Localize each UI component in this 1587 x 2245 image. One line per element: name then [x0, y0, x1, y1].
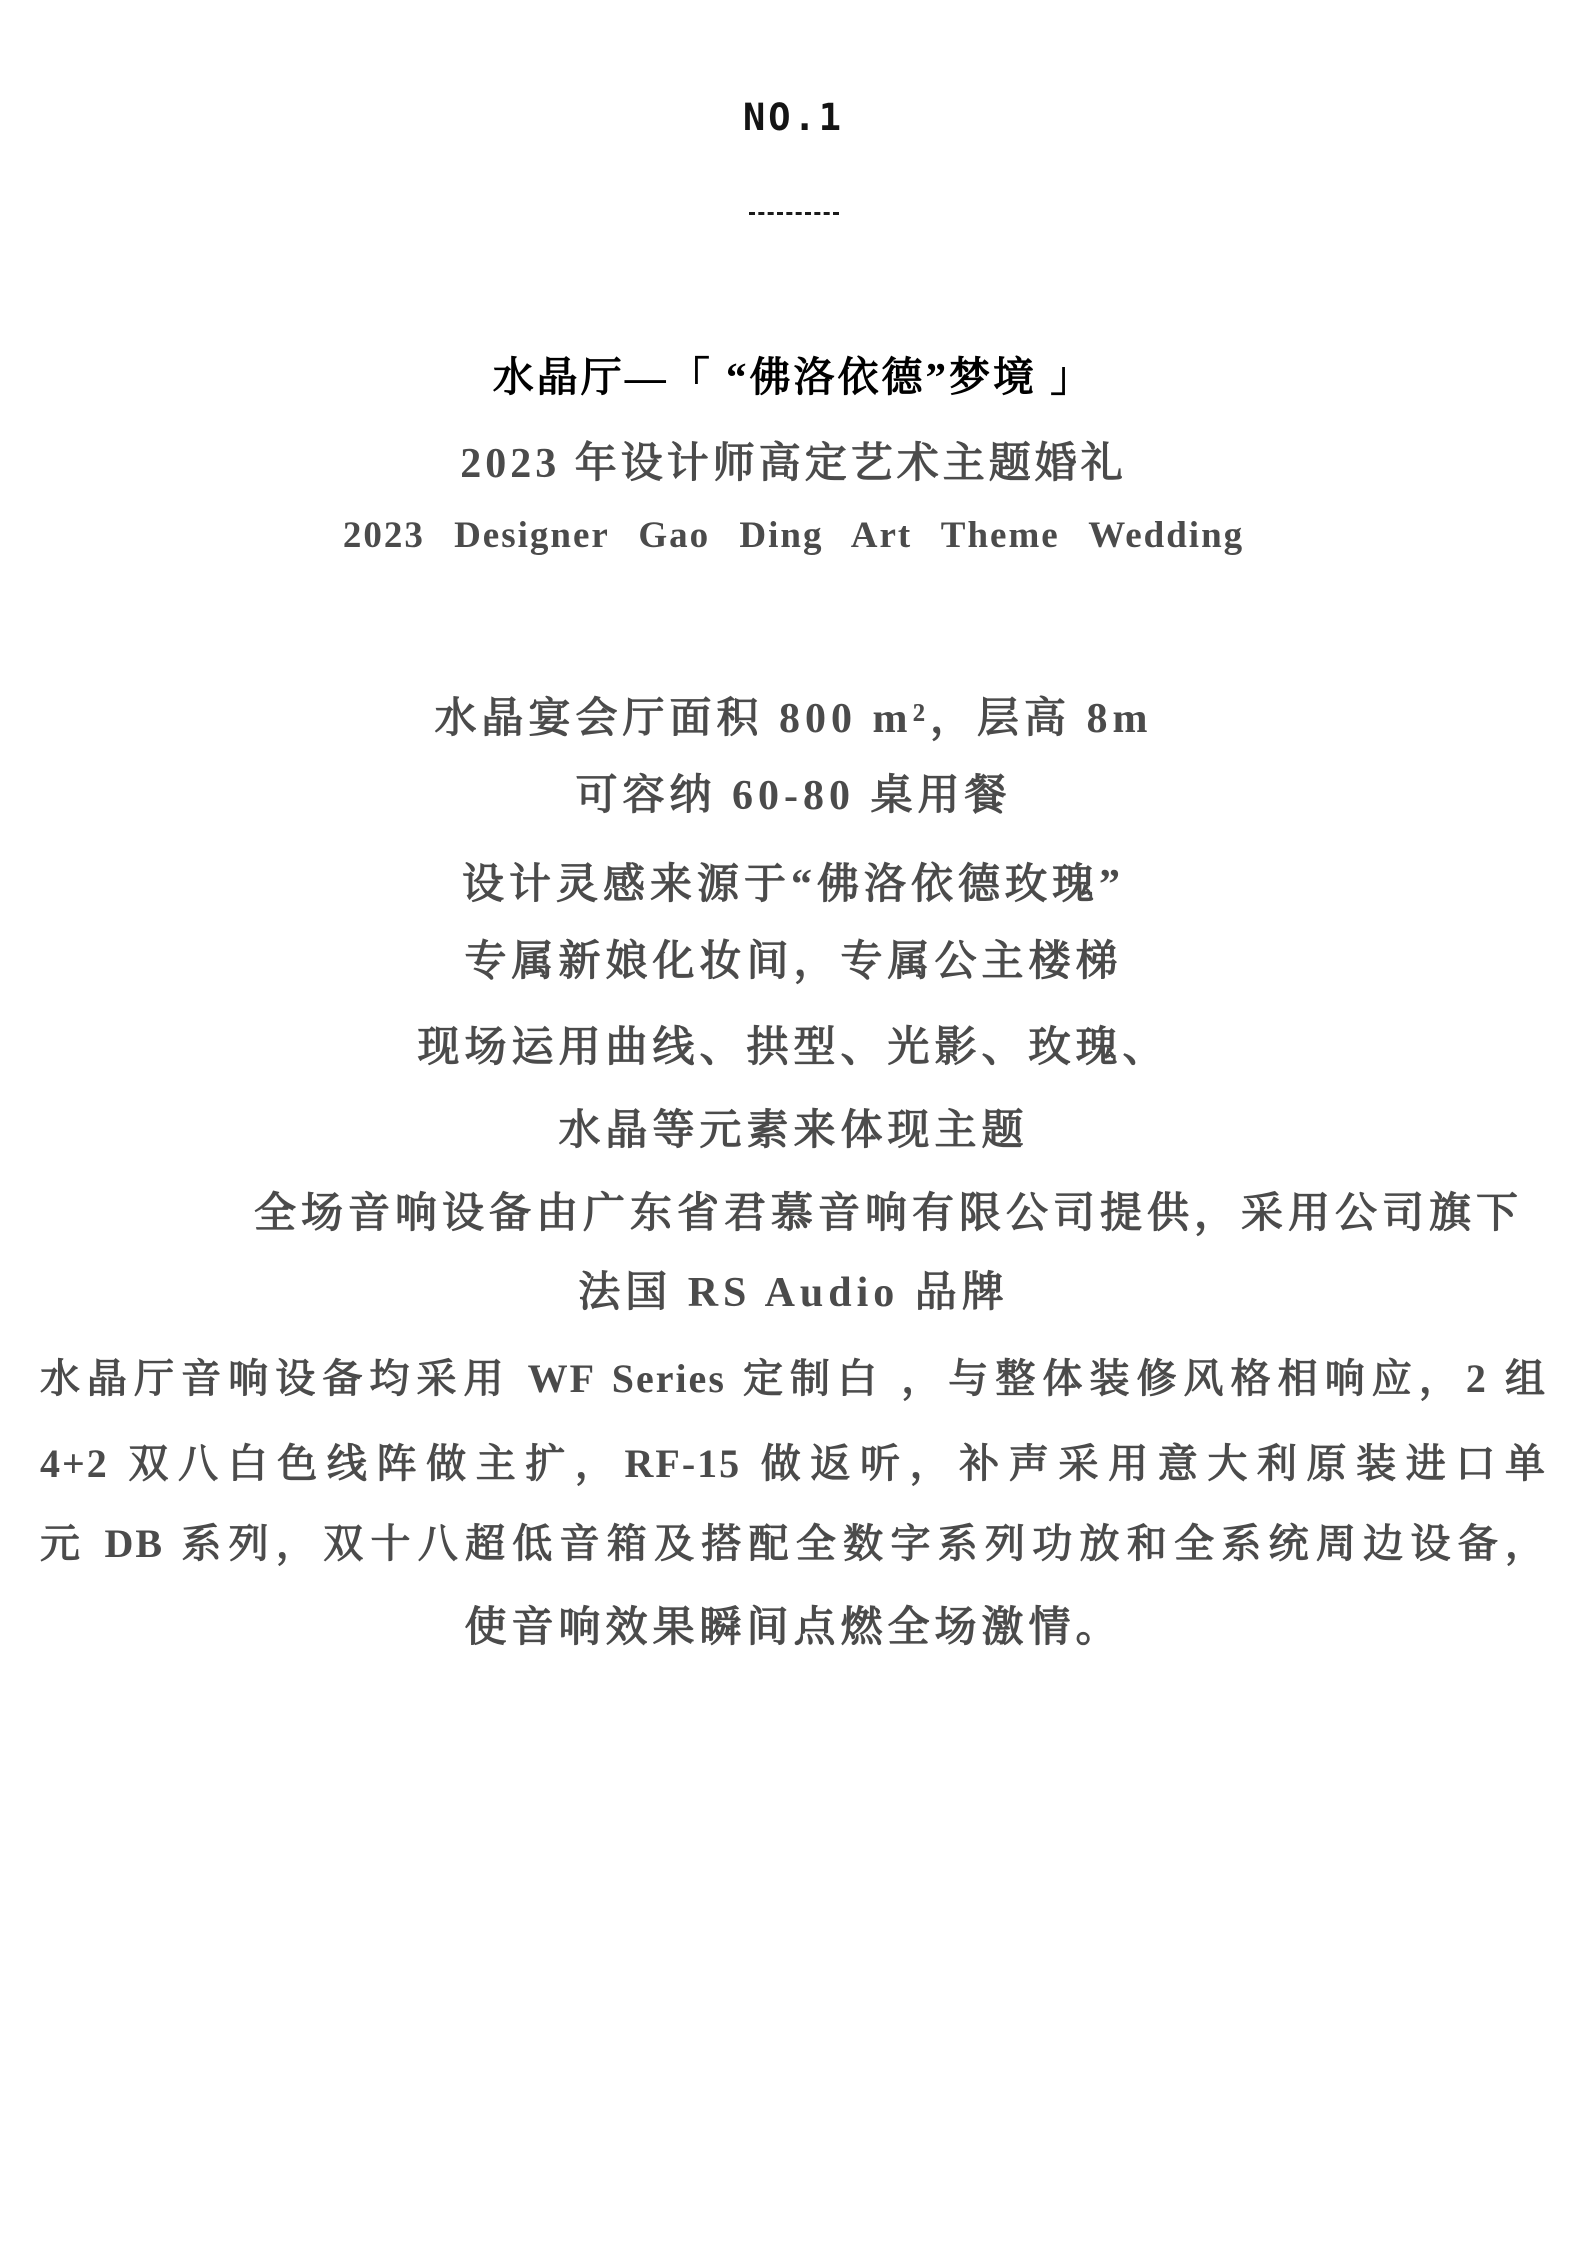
- divider-line: [749, 212, 839, 215]
- body-line-audio-provider: 全场音响设备由广东省君慕音响有限公司提供，采用公司旗下: [253, 1191, 1523, 1237]
- body-line-inspiration: 设计灵感来源于“佛洛依德玫瑰”: [461, 862, 1125, 908]
- body-line-bride-room: 专属新娘化妆间，专属公主楼梯: [464, 939, 1123, 985]
- body-line-capacity: 可容纳 60-80 桌用餐: [575, 773, 1012, 819]
- subtitle-chinese: 2023 年设计师高定艺术主题婚礼: [460, 441, 1127, 487]
- body-line-hall-area: 水晶宴会厅面积 800 m²，层高 8m: [434, 696, 1153, 742]
- body-line-elements-1: 现场运用曲线、拱型、光影、玫瑰、: [417, 1025, 1170, 1071]
- subtitle-english: 2023 Designer Gao Ding Art Theme Wedding: [342, 515, 1245, 556]
- body-line-closing: 使音响效果瞬间点燃全场激情。: [464, 1605, 1123, 1651]
- body-line-elements-2: 水晶等元素来体现主题: [558, 1108, 1029, 1154]
- body-line-audio-spec-1: 水晶厅音响设备均采用 WF Series 定制白 ，与整体装修风格相响应，2 组: [40, 1356, 1547, 1401]
- page-number: NO.1: [742, 96, 845, 139]
- page-title: 水晶厅—「 “佛洛依德”梦境 」: [492, 354, 1095, 400]
- body-line-audio-spec-3: 元 DB 系列，双十八超低音箱及搭配全数字系列功放和全系统周边设备，: [40, 1521, 1547, 1566]
- body-line-audio-spec-2: 4+2 双八白色线阵做主扩，RF-15 做返听，补声采用意大利原装进口单: [40, 1441, 1547, 1486]
- body-line-audio-brand: 法国 RS Audio 品牌: [578, 1270, 1009, 1316]
